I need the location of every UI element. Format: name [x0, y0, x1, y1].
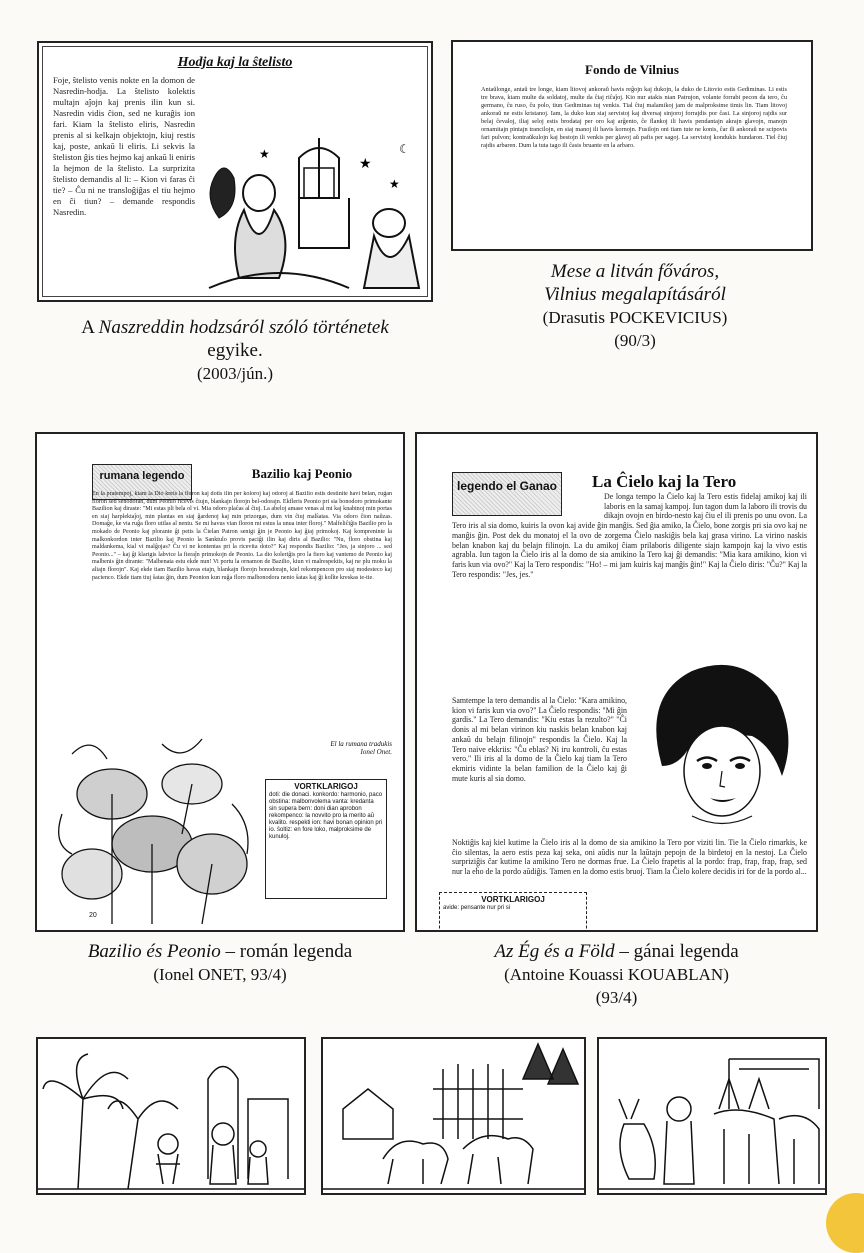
caption-line: egyike.: [207, 340, 263, 361]
caption-hodja: [20, 316, 450, 385]
dog-donkeys-illustration: [599, 1039, 825, 1193]
svg-text:★: ★: [359, 157, 372, 172]
caption-author: (Drasutis POCKEVICIUS): [542, 308, 728, 327]
legend-label: rumana legendo: [92, 464, 192, 500]
story-text: En la pratempoj, kiam la Dio kreis la floron kaj dotis ilin per koloroj kaj odoroj al Bazilio estis destinite havi belan, ruĝan floron sed senodoran, dum Peonio ricevis ĉiujn, blankajn florojn bel-odorajn. Ekfleris Peonio pri sia bonodoro primokante Bazilion kaj diraste: "Mi estas pli bela ol vi. Mia odoro plaĉas al ĉiuj. La abeloj amase venas al mi kaj knabinoj min portas en siaj harplektaĵoj, min plantas en siaj ĝardenoj kaj min prizorgas, dum vin ĉiuj malŝatas. Via odoro ĉion naŭzas. Domaĝe, ke via ruĝa floro utilas al neniu. Se mi havus vian floron mi estus la unua inter floroj." Malfeliĉiĝis Bazilio pro la mokado de Peonio kaj plorante ĝi petis la Ĉielan Patron senigi ĝin je Peonio kaj ĝiaj primokoj. Kaj kompreninte la malkonkordon inter Bazilio kaj Peonio la Sanktulo provis paciĝi ilin kaj diris al Bazilio: "Nu, floro obstina kaj maldankema, kial vi malĝojas? Ĉu vi ne kontentas pri la ricevita doto?" Kaj respondis Bazilio: "Jes, ja sinjoro ... sed Peonio..." – kaj ĝi klarigis labvice la fieraĵn primokojn de Peonio. La dio koleriĝis pro la fiero kaj vantemo de Peonio kaj malbenis ĝin dirante: "Malbenata estu ekde nun! Vi portu la ornamon de Bazilio, kiun vi malrespektis, kaj ne plu moku la aliajn florojn". Kaj ekde tiam Bazilio havas etajn, blankajn florojn bonodorajn, kiel rekompencon pro siaj modesteco kaj pacienco. Ekde tiam tiuj ŝatas ĝin, dum Peonion kun ruĝa floro malbonodora nenio ŝatas kaj ĝi kolîte kreskas ie-tie.: [92, 491, 392, 581]
story-text-part3: Noktiĝis kaj kiel kutime la Ĉielo iris al la domo de sia amikino la Tero por viziti lin. Tie la Ĉielo rimarkis, ke ĉio silentas, la aero estis peza kaj seka, oni aŭdis nur la laŭtajn pepojn de la birdetoj en la nestoj. La Ĉielo surpriziĝis ĉar kutime la amikino Tero ne dormas frue. La Ĉielo frapetis al la pordo: frap, frap, frap, frap, sed nur la eĥo de la pordo aŭdiĝis. Tamen en la domo estis bruoj. Tiam la Ĉielo kolere decidis iri for de la pordo al...: [452, 838, 807, 877]
caption-italic: Az Ég és a Föld: [494, 941, 615, 962]
caption-vilnius: [460, 260, 810, 352]
comic-panel-middle: [321, 1037, 586, 1195]
dogs-fence-illustration: [323, 1039, 584, 1193]
caption-italic: Naszreddin hodzsáról szóló történetek: [98, 317, 389, 338]
story-text: Foje, ŝtelisto venis nokte en la domon de Nasredin-hodja. La ŝtelisto kolektis multajn aĵojn kaj prenis ilin kun si. Nasredin vidis ĉion, sed ne kuraĝis ion fari. Kiam la ŝtelisto eliris, Nasredin prenis al si kelkajn objektojn, kiuj restis kaj, poste, ankaŭ li eliris. Li sekvis la ŝteliston ĝis ties hejmo kaj ankaŭ li eniris la hejmon de la ŝtelisto. La surprizita ŝtelisto demandis al li: – Kion vi faras ĉi tie? – Ĉu ni ne transloĝiĝas el tiu hejmo en ĉi tiun? – demande respondis Nasredin.: [53, 75, 195, 217]
translator-credit: [287, 740, 392, 756]
legend-label: legendo el Ganao: [452, 472, 562, 516]
story-text-part2: Samtempe la tero demandis al la Ĉielo: "Kara amikino, kion vi faris kun via ovo?" La Ĉielo respondis: "Mi ĝin gardis." La Tero demandis: "Kiu estas la rezulto?" "Ĉi donis al mi belan virinon kiu naskis belan knabon kaj ankaŭ du belajn filinojn" respondis la Ĉielo. Kaj la Tero naive ekkriis: "Ĉu eblas? Ni iru kontroli, ĉu estas vero." Ili iris al la domo de la Ĉielo kaj tiam la Tero ekmiris vidinte la belan familion de la Ĉielo kaj ĝi mute kuris al sia domo.: [452, 696, 627, 783]
caption-issue: (93/4): [595, 988, 638, 1007]
story-panel-bazilio: [35, 432, 405, 932]
vocabulary-text: doti: die donaci. konkordo: harmonio, paco obstina: malbonvolema vanta: kredanta sin supera bern: doni dian aprobon rekompenco: la novvito pro la merito aŭ kvalito. respekti ion: havi bonan opinion pri io. ŝoltiz: en fore loko, malproksime de kunuloj.: [269, 792, 383, 840]
credit-name: Ionel Onet.: [360, 748, 392, 756]
comic-panel-left: [36, 1037, 306, 1195]
story-panel-vilnius: [451, 40, 813, 251]
woman-portrait-illustration: [632, 656, 802, 831]
caption-issue: (90/3): [614, 331, 656, 350]
page-corner-decoration: [826, 1193, 864, 1253]
svg-text:★: ★: [259, 147, 270, 161]
hodja-thief-illustration: [199, 138, 425, 296]
page-number: 20: [89, 912, 97, 919]
credit-line: El la rumana tradukis: [330, 740, 392, 748]
svg-text:★: ★: [389, 177, 400, 191]
palm-trees-figures-illustration: [38, 1039, 304, 1193]
caption-cielo: [415, 940, 818, 1009]
panel-title: Hodja kaj la ŝtelisto: [177, 55, 293, 70]
vocabulary-box: [265, 779, 387, 899]
panel-title: Fondo de Vilnius: [585, 62, 679, 77]
panel-title: La Ĉielo kaj la Tero: [592, 472, 737, 491]
vocabulary-text: avide: pensante nur pri si: [443, 905, 511, 911]
flowers-illustration: [52, 734, 267, 929]
caption-prefix: A: [81, 317, 99, 338]
caption-italic: Mese a litván főváros,: [550, 261, 720, 282]
vocabulary-title: VORTKLARIGOJ: [481, 895, 545, 904]
caption-rest: – román legenda: [220, 941, 353, 962]
story-paragraph: De longa tempo la Ĉielo kaj la Tero estis fidelaj amikoj kaj ili laboris en la samaj kampoj. Iun tagon dum la laboro ili trovis du dikajn ovojn en birdo-nesto kaj ĉiu el ili prenis po unu ovon. La Tero iris al sia domo, kuiris la ovon kaj avide ĝin manĝis. Sed ĝia amiko, la Ĉielo, bone zorgis pri sia ovo kaj ne manĝis ĝin. Post dek du monatoj el la ovo de zorgema Ĉielo naskiĝis bela kaj grasa virino. La virino naskis belan knabon kaj du belajn filinojn. La du amikoj ĉiam prilaboris diligente siajn kampojn kaj la vivo estis agrabla. Iun tagon la Ĉielo iris al la domo de sia amikino la Tero kaj ĝi demandis: "Mia kara amikino, kion vi faris kun via ovo?" Kaj la Tero respondis: "Ho! – mi jam kuiris kaj manĝis ĝin!" Kaj la Ĉielo diris: "Ĉu?" Kaj la Tero respondis: "Jes, jes.": [452, 492, 807, 579]
caption-author: (Ionel ONET, 93/4): [153, 965, 287, 984]
caption-italic: Bazilio és Peonio: [87, 941, 221, 962]
story-panel-cielo: [415, 432, 818, 932]
caption-author: (Antoine Kouassi KOUABLAN): [504, 965, 729, 984]
caption-issue: (2003/jún.): [196, 364, 274, 383]
caption-italic: Vilnius megalapításáról: [544, 284, 726, 305]
story-text: Antaŭlonge, antaŭ tre longe, kiam litovoj ankoraŭ havis reĝojn kaj dukojn, la duko de Litovio estis Gediminas. Li estis tre brava, kiam multe da soldatoj, multe da ĉiaj riĉaĵoj. Kio nur atakis nian Patrujon, volante forrabi pecon da tero, ĉu germano, ĉu ruso, ĉu polo, tiun Gediminas tuj venkis. Tial ĉiuj malamikoj jam de malproksime timis lin. Tiam litovoj ankoraŭ ne estis kristanoj. Iam, la duko kun siaj servistoj kaj diversaj sinjoroj forrajdis por ĉasi. La sinjoroj rajdis sur belaj ĉevaloj, iliaj seloj estis brodataj per oro kaj arĝento, ĉe flankoj ili havis pendantajn akrajn glavojn, manojn ornamitajn pintajn trancilojn, en siaj manoj ili havis kornojn. Fusilojn oni tiam tute ne konis, ĉar ili ankoraŭ ne scipovis fari pulvon; kontraŭkulojn kaj bestojn ili venkis per glavoj aŭ pafis per sagoj. La servistoj kondukis hundaron. Tiel ĉiuj rajdis arbaren. Dum la tuta tago ili ĉasis bruante en la arbaro.: [481, 86, 787, 149]
panel-title: Bazilio kaj Peonio: [251, 466, 353, 481]
caption-rest: – gánai legenda: [614, 941, 739, 962]
story-panel-hodja: [37, 41, 433, 302]
vocabulary-title: VORTKLARIGOJ: [294, 782, 358, 791]
caption-bazilio: [35, 940, 405, 986]
comic-panel-right: [597, 1037, 827, 1195]
svg-text:☾: ☾: [399, 142, 410, 156]
vocabulary-box: [439, 892, 587, 932]
